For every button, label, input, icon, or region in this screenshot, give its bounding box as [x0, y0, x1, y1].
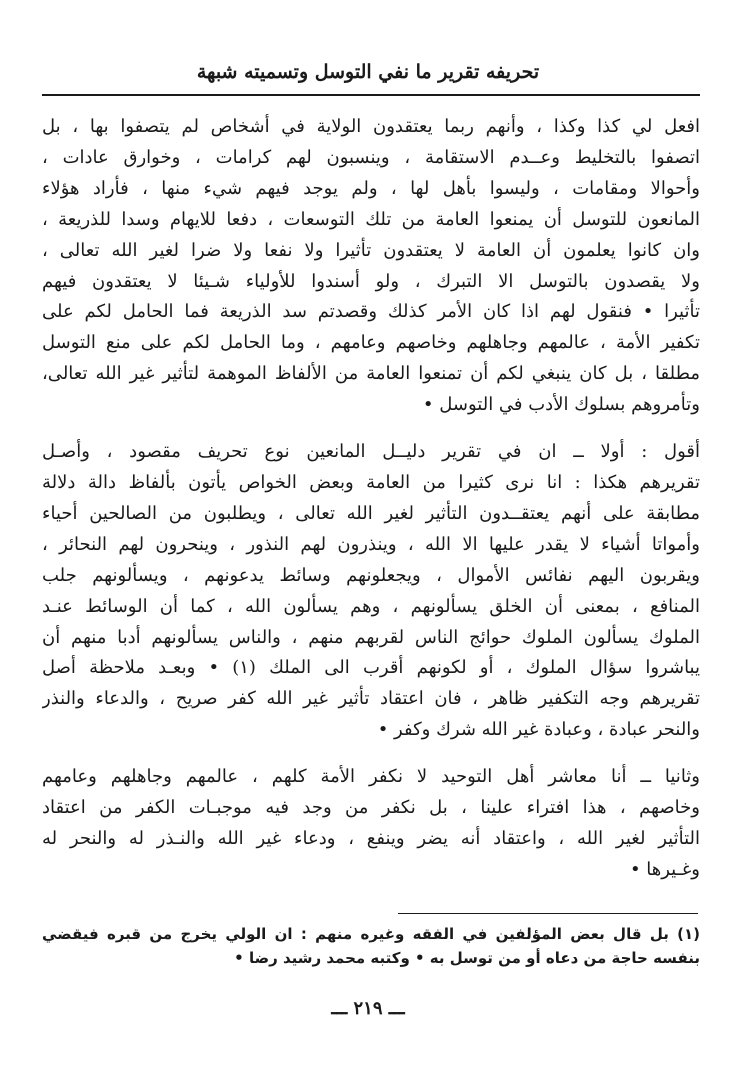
- text-line: وان كانوا يعلمون أن العامة لا يعتقدون تأثيرا ولا نفعا ولا ضرا لغير الله تعالى ،: [42, 239, 700, 261]
- footnote-line: بنفسه حاجة من دعاه أو من توسل به • وكتبه محمد رشيد رضا •: [234, 949, 700, 967]
- text-line: وثانيا ــ أنا معاشر أهل التوحيد لا نكفر الأمة كلهم ، عالمهم وجاهلهم وعامهم: [42, 766, 700, 788]
- text-line: اتصفوا بالتخليط وعــدم الاستقامة ، وينسبون لهم كرامات ، وخوارق عادات ،: [42, 146, 700, 168]
- text-line: الملوك يسألون الملوك حوائج الناس لقربهم منهم ، والناس يسألونهم أدبا منهم أن: [42, 626, 700, 648]
- running-header: تحريفه تقرير ما نفي التوسل وتسميته شبهة: [196, 61, 540, 83]
- text-line: وتأمروهم بسلوك الأدب في التوسل •: [422, 394, 700, 416]
- text-line: المانعون للتوسل أن يمنعوا العامة من تلك التوسعات ، دفعا للايهام وسدا للذريعة ،: [42, 208, 700, 230]
- text-line: مطلقا ، بل كان ينبغي لكم أن تمنعوا العامة من الألفاظ الموهمة لتأثير غير الله تعالى،: [42, 363, 700, 385]
- text-line: مطابقة على أنهم يعتقــدون التأثير لغير الله تعالى ، ويطلبون من الصالحين أحياء: [42, 502, 700, 524]
- text-line: وخاصهم ، هذا افتراء علينا ، بل نكفر من وجد فيه موجبـات الكفر من اعتقاد: [42, 797, 700, 819]
- text-line: وأحوالا ومقامات ، وليسوا بأهل لها ، ولم يوجد فيهم شيء منها ، فأراد هؤلاء: [42, 177, 700, 199]
- footnote: [42, 922, 700, 970]
- text-line: وأمواتا أشياء لا يقدر عليها الا الله ، وينذرون لهم النذور ، وينحرون لهم النحائر ،: [42, 533, 700, 555]
- text-line: افعل لي كذا وكذا ، وأنهم ربما يعتقدون الولاية في أشخاص لم يتصفوا بها ، بل: [42, 116, 700, 137]
- text-line: أقول : أولا ــ ان في تقرير دليــل المانعين نوع تحريف مقصود ، وأصـل: [42, 441, 700, 463]
- main-text: [42, 112, 700, 902]
- text-line: ويقربون اليهم نفائس الأموال ، ويجعلونهم وسائط يدعونهم ، ويسألونهم جلب: [42, 564, 700, 586]
- paragraph-3: [42, 762, 700, 886]
- text-line: التأثير لغير الله ، واعتقاد أنه يضر وينفع ، ودعاء غير الله والنـذر له والنحر له: [42, 827, 700, 849]
- text-line: تأثيرا • فنقول لهم اذا كان الأمر كذلك وقصدتم سد الذريعة فما الحامل لكم على: [42, 301, 700, 323]
- footnote-line: (١) بل قال بعض المؤلفين في الفقه وغيره منهم : ان الولي يخرج من قبره فيقضي: [42, 925, 700, 943]
- text-line: تقريرهم وجه التكفير ظاهر ، فان اعتقاد تأثير غير الله كفر صريح ، والدعاء والنذر: [42, 688, 700, 710]
- text-line: تقريرهم هكذا : انا نرى كثيرا من العامة وبعض الخواص يأتون بألفاظ دالة دلالة: [42, 471, 700, 493]
- text-line: والنحر عبادة ، وعبادة غير الله شرك وكفر •: [377, 719, 700, 741]
- text-line: المنافع ، بمعنى أن الخلق يسألونهم ، وهم يسألون الله ، كما أن الوسائط عنـد: [42, 595, 700, 617]
- footnote-divider: [398, 913, 698, 914]
- page-number: ـــ ٢١٩ ـــ: [331, 998, 405, 1019]
- paragraph-1: [42, 112, 700, 421]
- text-line: يباشروا سؤال الملوك ، أو لكونهم أقرب الى الملك (١) • وبعـد ملاحظة أصل: [42, 657, 700, 679]
- text-line: وغـيرها •: [629, 858, 700, 880]
- paragraph-2: [42, 437, 700, 746]
- text-line: ولا يقصدون بالتوسل الا التبرك ، ولو أسندوا للأولياء شـيئا لا يعتقدون فيهم: [42, 270, 700, 292]
- text-line: تكفير الأمة ، عالمهم وجاهلهم وخاصهم وعامهم ، وما الحامل لكم على منع التوسل: [42, 332, 700, 354]
- header-divider: [42, 94, 700, 96]
